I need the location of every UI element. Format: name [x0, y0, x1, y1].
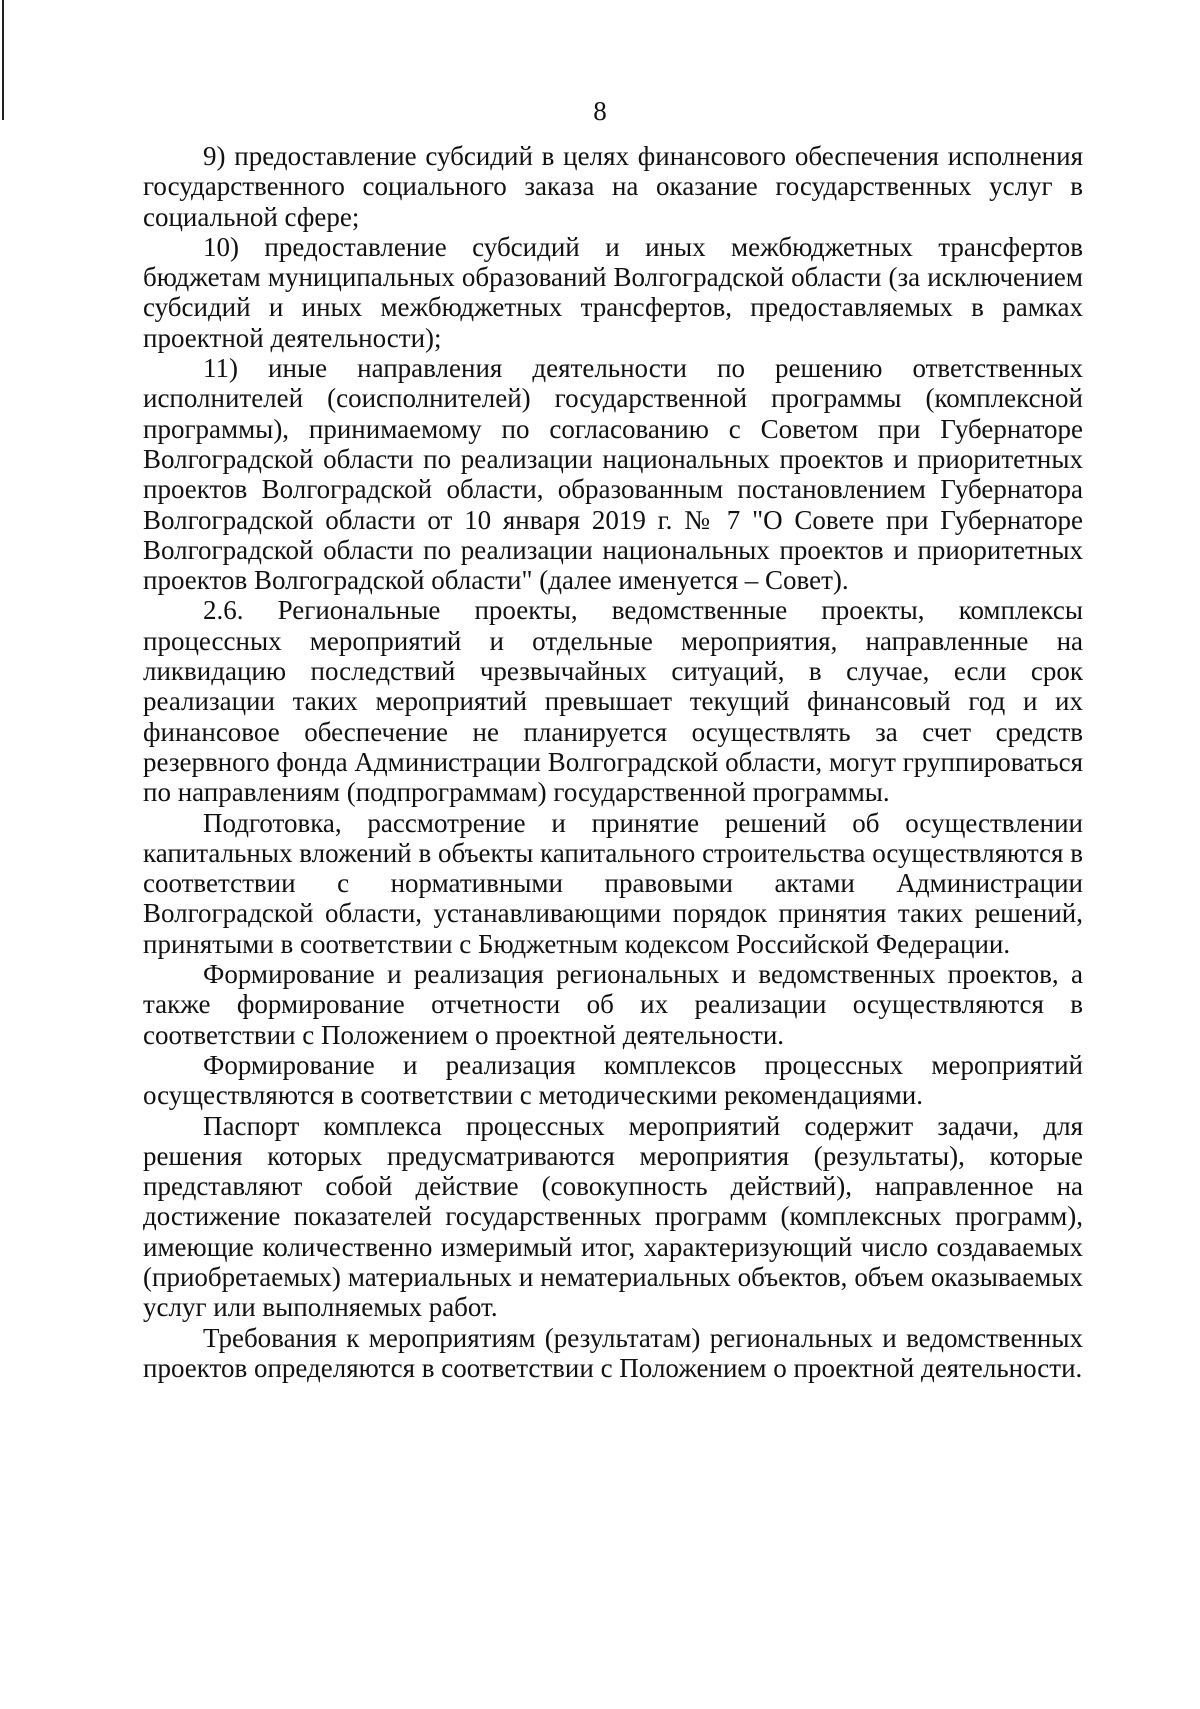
paragraph-process-complexes: Формирование и реализация комплексов процессных мероприятий осуществляются в соответствии с методическими рекомендациями. — [143, 1049, 1083, 1111]
paragraph-item-10: 10) предоставление субсидий и иных межбюджетных трансфертов бюджетам муниципальных образований Волгоградской области (за исключением субсидий и иных межбюджетных трансфертов, предоставляемых в рамках проектной деятельности); — [143, 231, 1083, 353]
paragraph-capital-investments: Подготовка, рассмотрение и принятие решений об осуществлении капитальных вложений в объекты капитального строительства осуществляются в соответствии с нормативными правовыми актами Администрации Волгоградской области, устанавливающими порядок принятия таких решений, принятыми в соответствии с Бюджетным кодексом Российской Федерации. — [143, 807, 1083, 959]
document-body — [143, 141, 1083, 1383]
paragraph-passport: Паспорт комплекса процессных мероприятий содержит задачи, для решения которых предусматриваются мероприятия (результаты), которые представляют собой действие (совокупность действий), направленное на достижение показателей государственных программ (комплексных программ), имеющие количественно измеримый итог, характеризующий число создаваемых (приобретаемых) материальных и нематериальных объектов, объем оказываемых услуг или выполняемых работ. — [143, 1110, 1083, 1323]
paragraph-requirements: Требования к мероприятиям (результатам) региональных и ведомственных проектов определяются в соответствии с Положением о проектной деятельности. — [143, 1322, 1083, 1383]
paragraph-projects-formation: Формирование и реализация региональных и ведомственных проектов, а также формирование отчетности об их реализации осуществляются в соответствии с Положением о проектной деятельности. — [143, 959, 1083, 1050]
page-number: 8 — [593, 96, 607, 126]
paragraph-item-11: 11) иные направления деятельности по решению ответственных исполнителей (соисполнителей) государственной программы (комплексной программы), принимаемому по согласованию с Советом при Губернаторе Волгоградской области по реализации национальных проектов и приоритетных проектов Волгоградской области, образованным постановлением Губернатора Волгоградской области от 10 января 2019 г. № 7 "О Совете при Губернаторе Волгоградской области по реализации национальных проектов и приоритетных проектов Волгоградской области" (далее именуется – Совет). — [143, 353, 1083, 596]
paragraph-item-9: 9) предоставление субсидий в целях финансового обеспечения исполнения государственного социального заказа на оказание государственных услуг в социальной сфере; — [143, 141, 1083, 232]
paragraph-section-2-6: 2.6. Региональные проекты, ведомственные проекты, комплексы процессных мероприятий и отдельные мероприятия, направленные на ликвидацию последствий чрезвычайных ситуаций, в случае, если срок реализации таких мероприятий превышает текущий финансовый год и их финансовое обеспечение не планируется осуществлять за счет средств резервного фонда Администрации Волгоградской области, могут группироваться по направлениям (подпрограммам) государственной программы. — [143, 595, 1083, 808]
